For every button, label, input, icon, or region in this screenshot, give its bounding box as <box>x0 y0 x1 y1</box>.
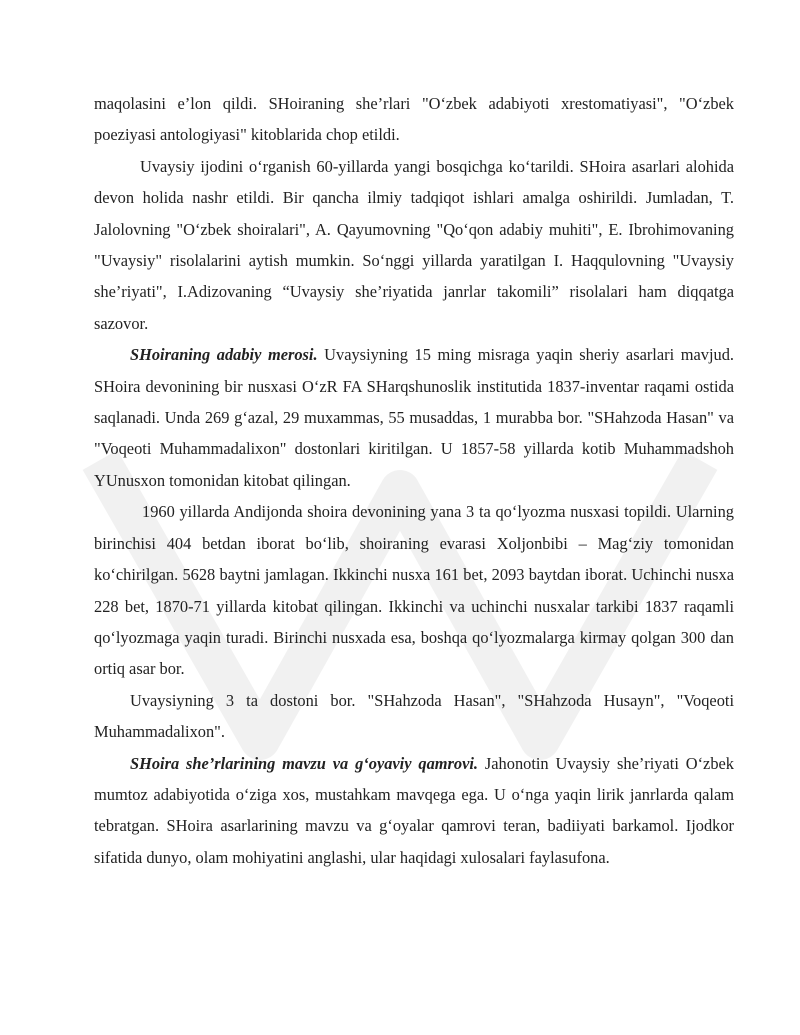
paragraph-1-text: maqolasini e’lon qildi. SHoiraning she’rlari "O‘zbek adabiyoti xrestomatiyasi", "O‘zbek poeziyasi antologiyasi" kitoblarida chop etildi. <box>94 94 734 145</box>
paragraph-4 <box>94 496 734 684</box>
paragraph-3 <box>94 339 734 496</box>
paragraph-6-text: Jahonotin Uvaysiy she’riyati O‘zbek mumtoz adabiyotida o‘ziga xos, mustahkam mavqega ega. U o‘nga yaqin lirik janrlarda qalam tebratgan. SHoira asarlarining mavzu va g‘oyalar qamrovi teran, badiiyati barkamol. Ijodkor sifatida dunyo, olam mohiyatini anglashi, ular haqidagi xulosalari faylasufona. <box>94 753 734 867</box>
body-text <box>94 88 734 873</box>
paragraph-3-text: Uvaysiyning 15 ming misraga yaqin sheriy asarlari mavjud. SHoira devonining bir nusxasi O‘zR FA SHarqshunoslik institutida 1837-inventar raqami ostida saqlanadi. Unda 269 g‘azal, 29 muxammas, 55 musaddas, 1 murabba bor. "SHahzoda Hasan" va "Voqeoti Muhammadalixon" dostonlari kiritilgan. U 1857-58 yillarda kotib Muhammadshoh YUnusxon tomonidan kitobat qilingan. <box>94 345 734 490</box>
section-heading-adabiy-merosi: SHoiraning adabiy merosi. <box>130 345 318 365</box>
paragraph-6 <box>94 748 734 874</box>
section-heading-mavzu: SHoira she’rlarining mavzu va g‘oyaviy qamrovi. <box>130 753 479 773</box>
paragraph-5 <box>94 685 734 748</box>
paragraph-5-text: Uvaysiyning 3 ta dostoni bor. "SHahzoda Hasan", "SHahzoda Husayn", "Voqeoti Muhammadalixon". <box>94 690 734 742</box>
paragraph-1 <box>94 88 734 151</box>
paragraph-2 <box>94 151 734 339</box>
paragraph-2-text: Uvaysiy ijodini o‘rganish 60-yillarda yangi bosqichga ko‘tarildi. SHoira asarlari alohida devon holida nashr etildi. Bir qancha ilmiy tadqiqot ishlari amalga oshirildi. Jumladan, T. Jalolovning "O‘zbek shoiralari", A. Qayumovning "Qo‘qon adabiy muhiti", E. Ibrohimovaning "Uvaysiy" risolalarini aytish mumkin. So‘nggi yillarda yaratilgan I. Haqqulovning "Uvaysiy she’riyati", I.Adizovaning “Uvaysiy she’riyatida janrlar takomili” risolalari ham diqqatga sazovor. <box>94 156 734 333</box>
paragraph-4-text: 1960 yillarda Andijonda shoira devonining yana 3 ta qo‘lyozma nusxasi topildi. Ularning birinchisi 404 betdan iborat bo‘lib, shoiraning evarasi Xoljonbibi – Mag‘ziy tomonidan ko‘chirilgan. 5628 baytni jamlagan. Ikkinchi nusxa 161 bet, 2093 baytdan iborat. Uchinchi nusxa 228 bet, 1870-71 yillarda kitobat qilingan. Ikkinchi va uchinchi nusxalar tarkibi 1837 raqamli qo‘lyozmaga yaqin turadi. Birinchi nusxada esa, boshqa qo‘lyozmalarga kirmay qolgan 300 dan ortiq asar bor. <box>94 502 734 679</box>
